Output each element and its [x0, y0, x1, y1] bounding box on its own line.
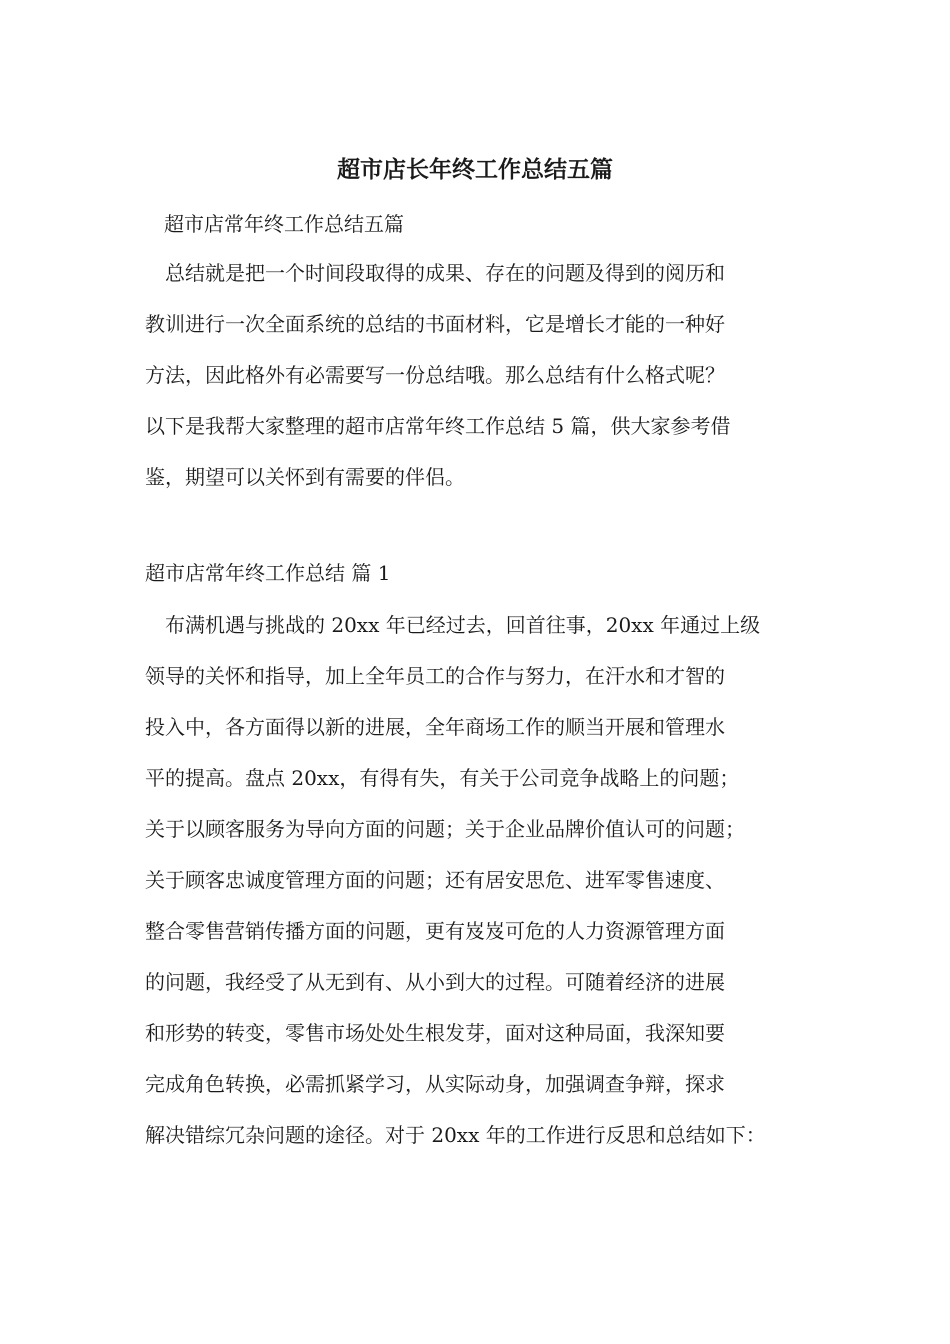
- section-line: 平的提高。盘点 20xx，有得有失，有关于公司竞争战略上的问题；: [145, 766, 740, 790]
- section-line: 投入中，各方面得以新的进展，全年商场工作的顺当开展和管理水: [145, 715, 725, 739]
- intro-line: 教训进行一次全面系统的总结的书面材料，它是增长才能的一种好: [145, 312, 725, 336]
- section-heading: 超市店常年终工作总结 篇 1: [145, 561, 391, 585]
- document-subtitle: 超市店常年终工作总结五篇: [164, 212, 404, 236]
- section-line: 的问题，我经受了从无到有、从小到大的过程。可随着经济的进展: [145, 970, 725, 994]
- section-line: 整合零售营销传播方面的问题，更有岌岌可危的人力资源管理方面: [145, 919, 725, 943]
- section-line: 关于以顾客服务为导向方面的问题；关于企业品牌价值认可的问题；: [145, 817, 745, 841]
- section-line: 完成角色转换，必需抓紧学习，从实际动身，加强调查争辩，探求: [145, 1072, 725, 1096]
- section-paragraph: [145, 600, 835, 1161]
- section-line: 解决错综冗杂问题的途径。对于 20xx 年的工作进行反思和总结如下：: [145, 1123, 766, 1147]
- document-title: 超市店长年终工作总结五篇: [337, 156, 613, 183]
- section-line: 领导的关怀和指导，加上全年员工的合作与努力，在汗水和才智的: [145, 664, 725, 688]
- intro-line: 以下是我帮大家整理的超市店常年终工作总结 5 篇，供大家参考借: [145, 414, 731, 438]
- intro-line: 总结就是把一个时间段取得的成果、存在的问题及得到的阅历和: [145, 261, 725, 285]
- section-line: 关于顾客忠诚度管理方面的问题；还有居安思危、进军零售速度、: [145, 868, 725, 892]
- intro-line: 鉴，期望可以关怀到有需要的伴侣。: [145, 465, 465, 489]
- section-line: 和形势的转变，零售市场处处生根发芽，面对这种局面，我深知要: [145, 1021, 725, 1045]
- intro-paragraph: [145, 248, 835, 503]
- section-line: 布满机遇与挑战的 20xx 年已经过去，回首往事，20xx 年通过上级: [165, 613, 761, 637]
- intro-line: 方法，因此格外有必需要写一份总结哦。那么总结有什么格式呢？: [145, 363, 725, 387]
